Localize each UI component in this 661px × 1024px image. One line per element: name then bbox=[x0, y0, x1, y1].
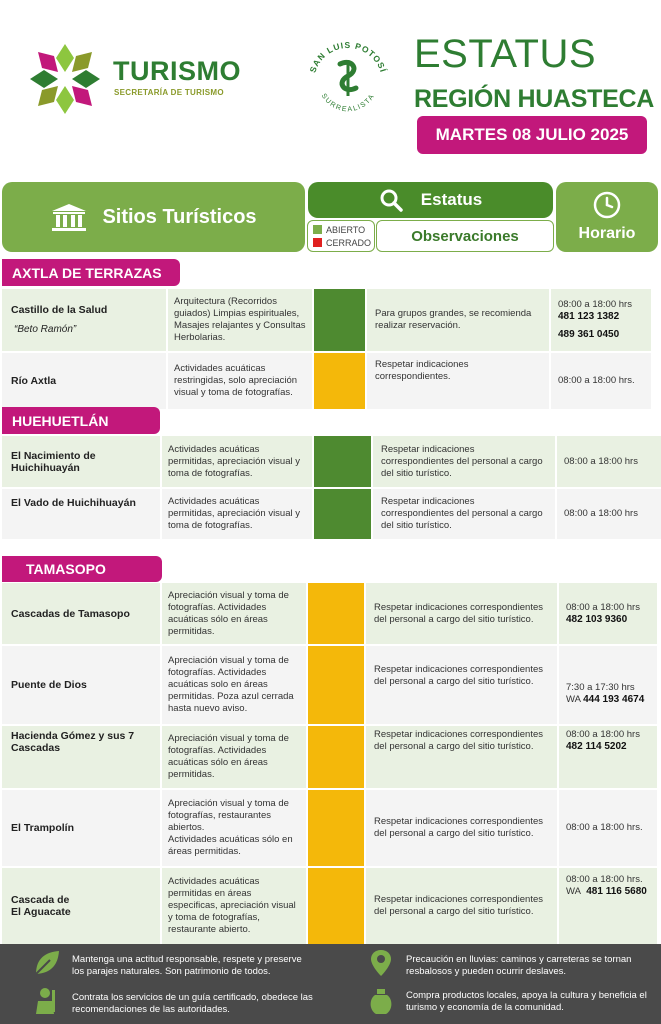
date-badge: MARTES 08 JULIO 2025 bbox=[417, 116, 647, 154]
site-activities: Apreciación visual y toma de fotografías. Actividades acuáticas sólo en áreas permitidas. bbox=[162, 726, 306, 788]
status-indicator bbox=[314, 489, 371, 539]
region-title: REGIÓN HUASTECA bbox=[414, 85, 654, 113]
observaciones-header: Observaciones bbox=[376, 220, 554, 252]
site-observations: Respetar indicaciones correspondientes del personal a cargo del sitio turístico. bbox=[366, 868, 557, 944]
site-observations: Respetar indicaciones correspondientes del personal a cargo del sitio turístico. bbox=[373, 489, 555, 539]
site-name: Cascadas de Tamasopo bbox=[2, 583, 160, 644]
site-hours: 08:00 a 18:00 hrs. WA 481 116 5680 bbox=[559, 868, 657, 944]
site-observations: Respetar indicaciones correspondientes. bbox=[367, 353, 549, 409]
status-indicator bbox=[308, 790, 364, 866]
guide-icon bbox=[32, 986, 62, 1016]
status-indicator bbox=[308, 868, 364, 944]
site-name: El Trampolín bbox=[2, 790, 160, 866]
site-name: El Vado de Huichihuayán bbox=[2, 489, 160, 539]
status-indicator bbox=[308, 583, 364, 644]
site-observations: Respetar indicaciones correspondientes del personal a cargo del sitio turístico. bbox=[366, 646, 557, 724]
site-name: Río Axtla bbox=[2, 353, 166, 409]
site-row bbox=[2, 726, 659, 788]
seal-top-text: SAN LUIS POTOSÍ bbox=[307, 39, 389, 74]
site-activities: Apreciación visual y toma de fotografías. Actividades acuáticas solo en áreas permitidas. Poza azul cerrada hasta nuevo aviso. bbox=[162, 646, 306, 724]
status-indicator bbox=[314, 353, 365, 409]
status-legend bbox=[307, 220, 375, 252]
footer-tips bbox=[0, 944, 661, 1024]
site-name: Castillo de la Salud “Beto Ramón” bbox=[2, 289, 166, 351]
site-row bbox=[2, 353, 653, 409]
legend-closed-swatch bbox=[313, 238, 322, 247]
clock-icon bbox=[593, 191, 621, 219]
tip-local-products: Compra productos locales, apoya la cultura y beneficia el turismo y economía de la comunidad. bbox=[406, 990, 647, 1013]
section-axtla: AXTLA DE TERRAZAS bbox=[2, 259, 180, 286]
site-hours: 08:00 a 18:00 hrs 482 103 9360 bbox=[559, 583, 657, 644]
section-huehuetlan: HUEHUETLÁN bbox=[2, 407, 160, 434]
legend-open-swatch bbox=[313, 225, 322, 234]
page-header bbox=[0, 0, 661, 170]
site-observations: Respetar indicaciones correspondientes del personal a cargo del sitio turístico. bbox=[373, 436, 555, 487]
seal-bottom-text: SURREALISTA bbox=[319, 92, 377, 114]
site-name: Hacienda Gómez y sus 7 Cascadas bbox=[2, 726, 160, 788]
phone-number: 444 193 4674 bbox=[583, 694, 645, 705]
status-indicator bbox=[314, 436, 371, 487]
clay-pot-icon bbox=[366, 986, 396, 1016]
site-hours: 08:00 a 18:00 hrs. bbox=[551, 353, 651, 409]
site-hours: 7:30 a 17:30 hrs WA 444 193 4674 bbox=[559, 646, 657, 724]
site-hours: 08:00 a 18:00 hrs. bbox=[559, 790, 657, 866]
site-hours: 08:00 a 18:00 hrs 481 123 1382 489 361 0450 bbox=[551, 289, 651, 351]
site-hours: 08:00 a 18:00 hrs bbox=[557, 489, 661, 539]
phone-number: 481 123 1382 bbox=[558, 311, 620, 322]
turismo-logo-icon bbox=[24, 38, 106, 120]
building-icon bbox=[50, 202, 88, 232]
site-row bbox=[2, 289, 653, 351]
tip-rain: Precaución en lluvias: caminos y carreteras se tornan resbalosos y pueden ocurrir deslaves. bbox=[406, 954, 632, 977]
sitios-header bbox=[2, 182, 305, 252]
site-activities: Actividades acuáticas restringidas, solo apreciación visual y toma de fotografías. bbox=[168, 353, 312, 409]
legend-closed-label: CERRADO bbox=[326, 238, 372, 248]
search-icon bbox=[379, 188, 403, 212]
site-row bbox=[2, 646, 659, 724]
site-name: Cascada de El Aguacate bbox=[2, 868, 160, 944]
phone-number: 481 116 5680 bbox=[586, 886, 647, 897]
site-alias: “Beto Ramón” bbox=[14, 324, 77, 335]
phone-number: 489 361 0450 bbox=[558, 329, 620, 340]
site-activities: Apreciación visual y toma de fotografías. Actividades acuáticas sólo en áreas permitidas. bbox=[162, 583, 306, 644]
site-row bbox=[2, 790, 659, 866]
status-indicator bbox=[308, 646, 364, 724]
section-tamasopo: TAMASOPO bbox=[2, 556, 162, 582]
estatus-header-label: Estatus bbox=[420, 190, 483, 209]
site-row bbox=[2, 583, 659, 644]
site-hours: 08:00 a 18:00 hrs 482 114 5202 bbox=[559, 726, 657, 788]
site-name: Puente de Dios bbox=[2, 646, 160, 724]
tip-responsible: Mantenga una actitud responsable, respete y preserve los parajes naturales. Son patrimonio de todos. bbox=[72, 954, 302, 977]
site-observations: Para grupos grandes, se recomienda realizar reservación. bbox=[367, 289, 549, 351]
landslide-icon bbox=[366, 948, 396, 978]
san-luis-potosi-seal bbox=[300, 30, 396, 126]
legend-open-label: ABIERTO bbox=[326, 225, 366, 235]
tip-guide: Contrata los servicios de un guía certificado, obedece las recomendaciones de las autoridades. bbox=[72, 992, 313, 1015]
site-activities: Arquitectura (Recorridos guiados) Limpias espirituales, Masajes relajantes y Consultas Herbolarias. bbox=[168, 289, 312, 351]
sitios-header-label: Sitios Turísticos bbox=[102, 205, 257, 228]
phone-number: 482 103 9360 bbox=[566, 613, 628, 625]
logo-title: TURISMO bbox=[113, 56, 241, 86]
status-title: ESTATUS bbox=[414, 32, 597, 76]
site-activities: Apreciación visual y toma de fotografías, restaurantes abiertos. Actividades acuáticas sólo en áreas permitidas. bbox=[162, 790, 306, 866]
estatus-header bbox=[308, 182, 553, 218]
site-activities: Actividades acuáticas permitidas en áreas especificas, apreciación visual y toma de fotografías, restaurante abierto. bbox=[162, 868, 306, 944]
site-observations: Respetar indicaciones correspondientes del personal a cargo del sitio turístico. bbox=[366, 790, 557, 866]
site-activities: Actividades acuáticas permitidas, apreciación visual y toma de fotografías. bbox=[162, 436, 312, 487]
horario-header-label: Horario bbox=[578, 225, 636, 242]
logo-subtitle: SECRETARÍA DE TURISMO bbox=[114, 88, 224, 97]
status-indicator bbox=[314, 289, 365, 351]
phone-number: 482 114 5202 bbox=[566, 741, 627, 752]
horario-header bbox=[556, 182, 658, 252]
site-name: El Nacimiento de Huichihuayán bbox=[2, 436, 160, 487]
site-observations: Respetar indicaciones correspondientes del personal a cargo del sitio turístico. bbox=[366, 726, 557, 788]
site-row bbox=[2, 868, 659, 944]
status-indicator bbox=[308, 726, 364, 788]
site-hours: 08:00 a 18:00 hrs bbox=[557, 436, 661, 487]
site-observations: Respetar indicaciones correspondientes del personal a cargo del sitio turístico. bbox=[366, 583, 557, 644]
leaf-icon bbox=[32, 948, 62, 978]
site-row bbox=[2, 489, 661, 539]
site-row bbox=[2, 436, 661, 487]
site-activities: Actividades acuáticas permitidas, apreciación visual y toma de fotografías. bbox=[162, 489, 312, 539]
